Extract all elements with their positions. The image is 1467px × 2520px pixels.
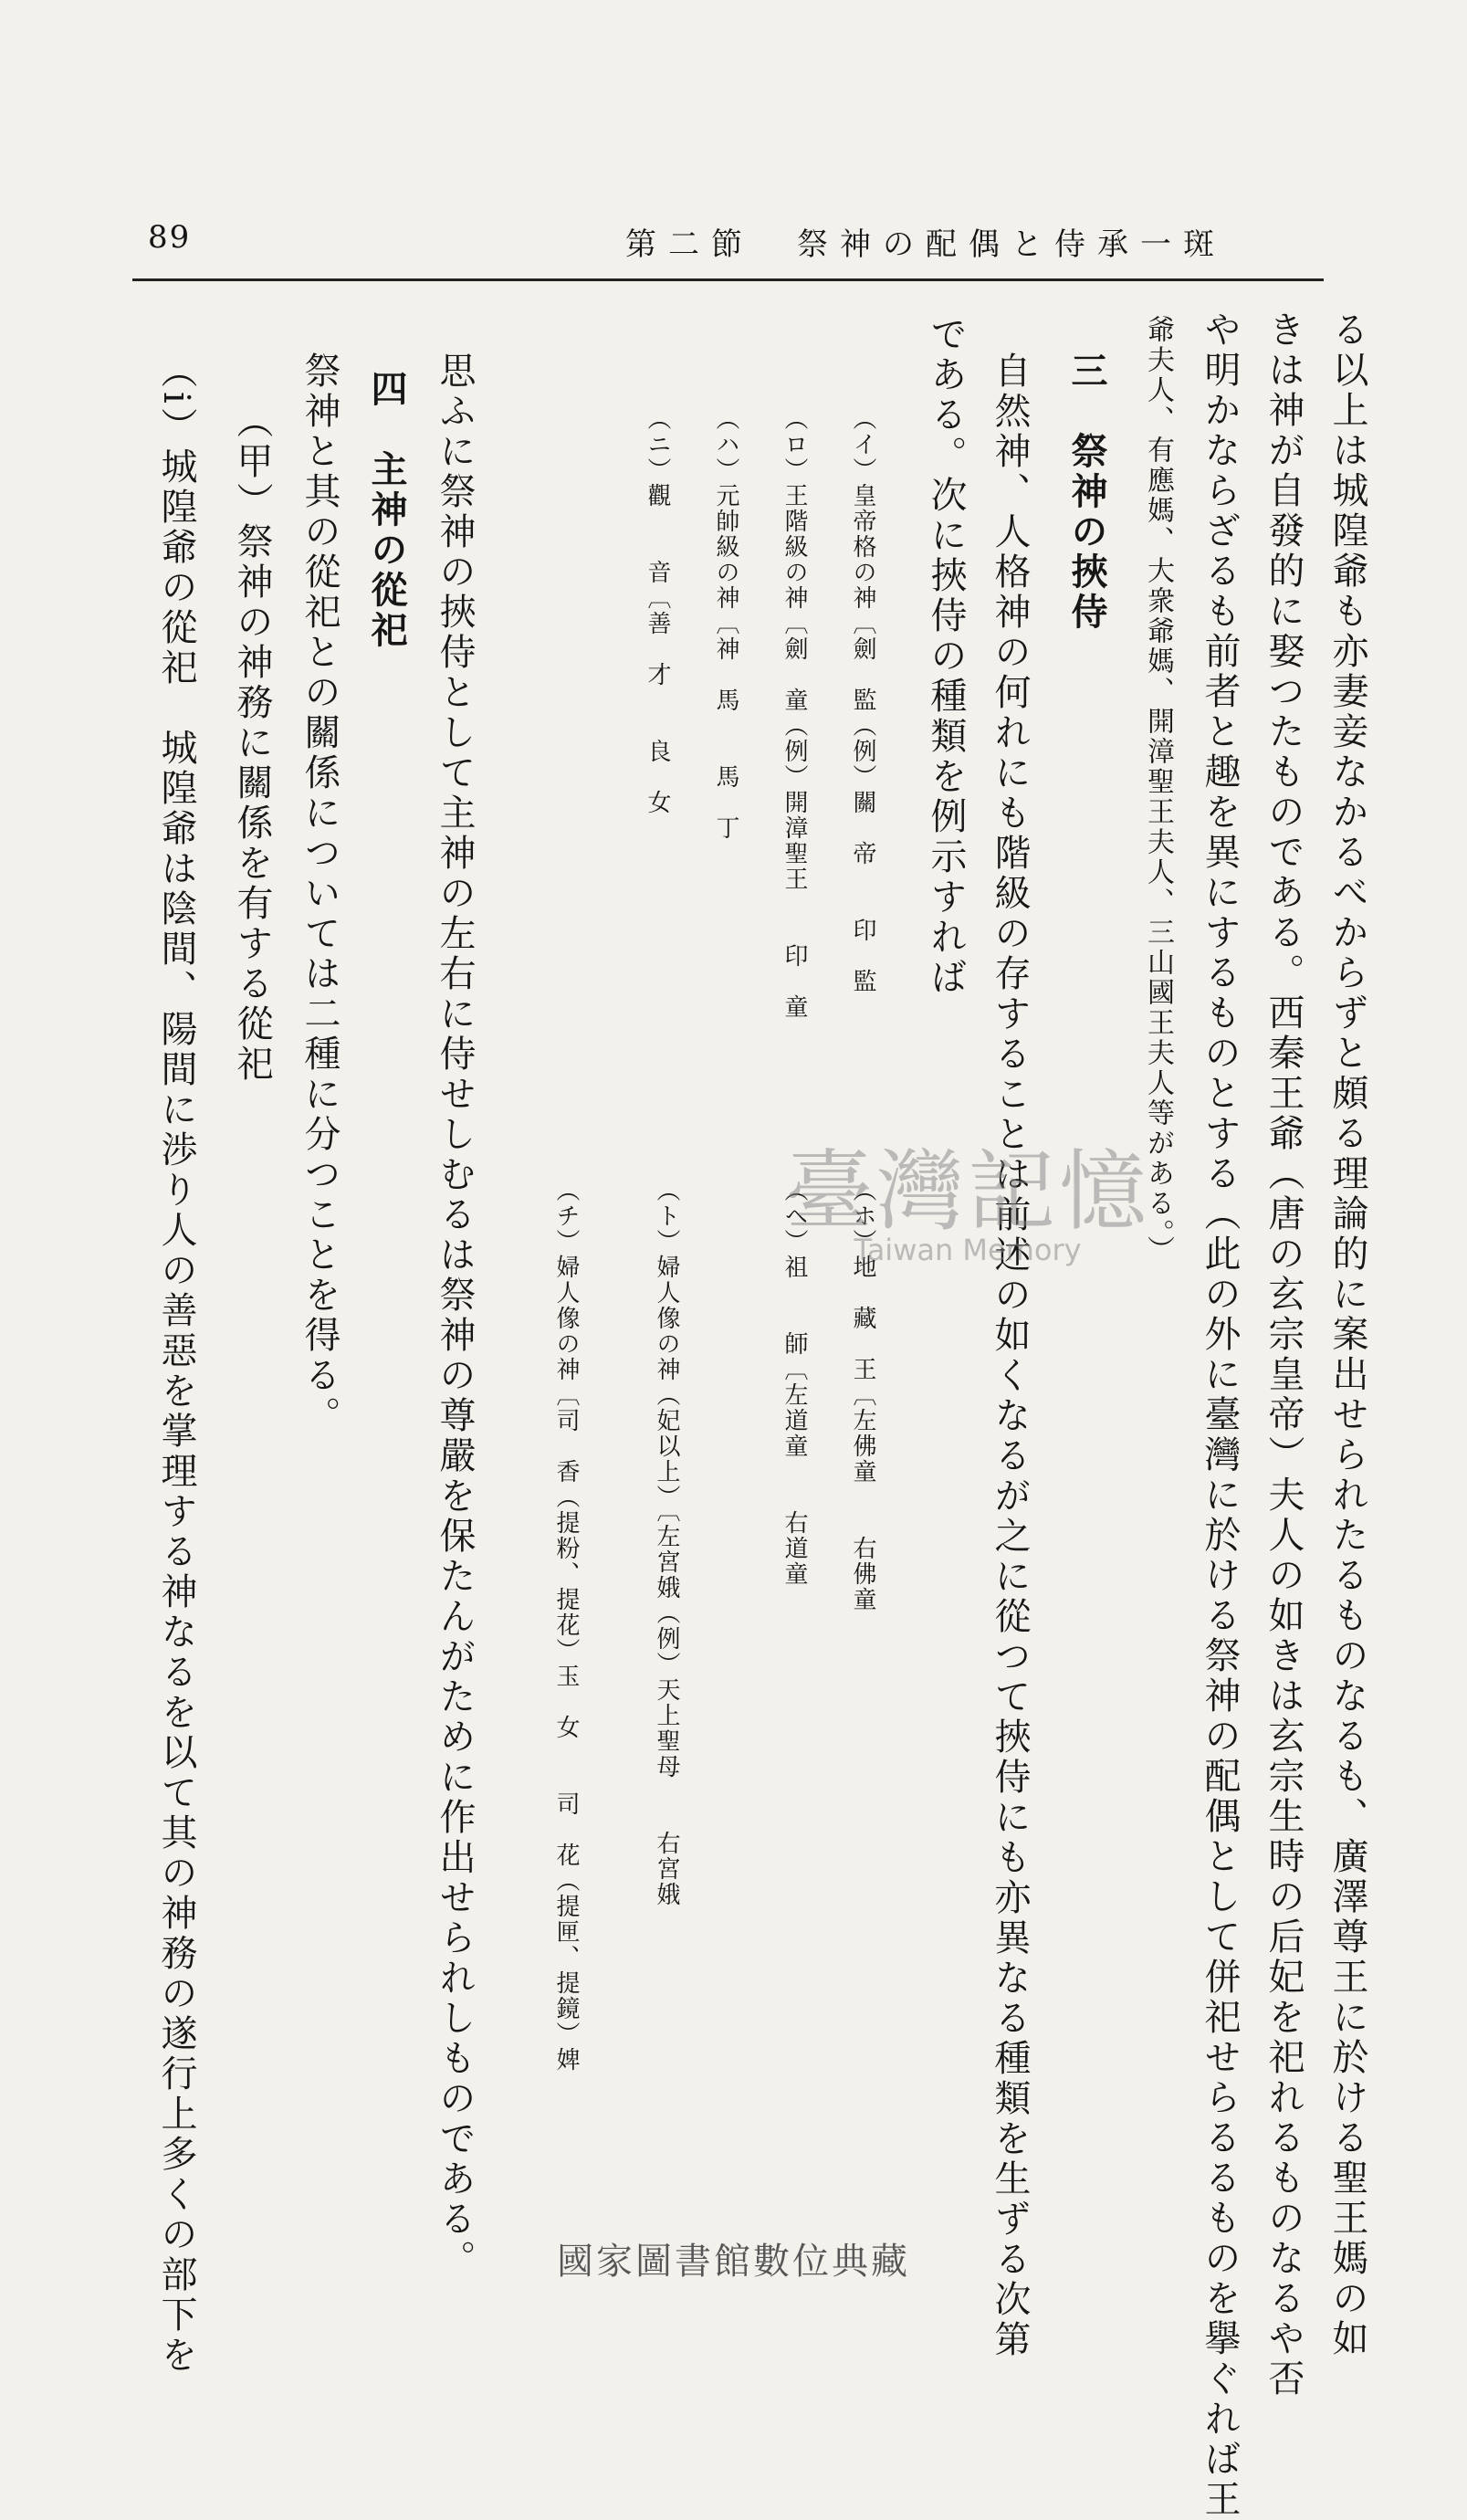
header-rule: [132, 278, 1324, 281]
text-column-note: 爺夫人、有應媽、大衆爺媽、開漳聖王夫人、三山國王夫人等がある。）: [1142, 315, 1174, 1265]
example-entry: （イ）皇帝格の神〔劍 監（例）關 帝 印 監: [849, 406, 876, 994]
page-number: 89: [148, 219, 192, 256]
example-entry: （ト）婦人像の神（妃以上）〔左宮娥（例）天上聖母 右宮娥: [653, 1178, 680, 1907]
text-column: である。次に挾侍の種類を例示すれば: [925, 315, 967, 998]
example-entry: （ニ）觀 音〔善 才 良 女: [644, 406, 671, 815]
text-column: 自然神、人格神の何れにも階級の存することは前述の如くなるが之に從つて挾侍にも亦異なる種類を生ずる次第: [989, 352, 1031, 2360]
running-title: 第二節 祭神の配偶と侍承一斑: [625, 226, 1226, 263]
example-entry: （チ）婦人像の神〔司 香（提粉、提花）玉 女 司 花（提匣、提鏡）婢: [552, 1178, 580, 2073]
text-column: 祭神と其の從祀との關係については二種に分つことを得る。: [299, 352, 341, 1436]
text-column: 思ふに祭神の挾侍として主神の左右に侍せしむるは祭神の尊嚴を保たんがために作出せられしものである。: [434, 352, 476, 2280]
watermark-subtext: Taiwan Memory: [854, 1233, 1082, 1267]
example-entry: （ハ）元帥級の神〔神 馬 馬 丁: [712, 406, 739, 841]
text-column: きは神が自發的に娶つたものである。西秦王爺（唐の玄宗皇帝）夫人の如きは玄宗生時の后妃を祀れるものなるや否: [1263, 310, 1305, 2399]
text-column: （甲）祭神の神務に關係を有する從祀: [231, 402, 273, 1085]
footer-credit: 國家圖書館數位典藏: [557, 2241, 910, 2283]
text-column: る以上は城隍爺も亦妻妾なかるべからずと頗る理論的に案出せられたるものなるも、廣澤尊王に於ける聖王媽の如: [1326, 310, 1368, 2359]
page-header: [137, 219, 1315, 283]
example-entry: （ロ）王階級の神〔劍 童（例）開漳聖王 印 童: [781, 406, 808, 1020]
example-entry: （ヘ）祖 師〔左道童 右道童: [781, 1178, 808, 1587]
watermark-text: 臺灣記憶: [785, 1140, 1150, 1243]
example-entry: （ホ）地 藏 王〔左佛童 右佛童: [849, 1178, 876, 1612]
text-column: や明かならざるも前者と趣を異にするものとする（此の外に臺灣に於ける祭神の配偶として併祀せらるるものを擧ぐれば王: [1199, 310, 1241, 2520]
text-column: （i）城隍爺の從祀 城隍爺は陰間、陽間に渉り人の善惡を掌理する神なるを以て其の神務の遂行上多くの部下を: [155, 352, 197, 2376]
section-heading: 三 祭神の挾侍: [1065, 352, 1108, 633]
section-heading: 四 主神の從祀: [365, 370, 408, 651]
